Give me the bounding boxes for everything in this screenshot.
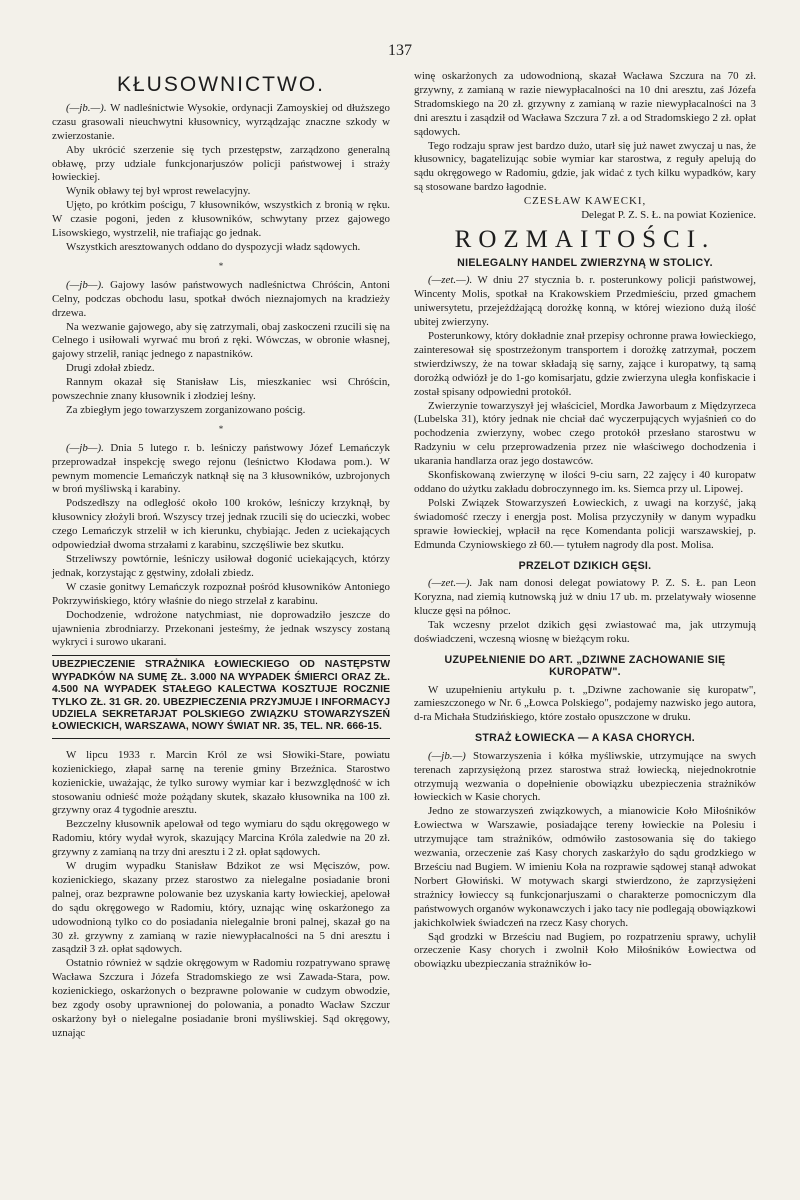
separator-star: * [218,423,224,434]
paragraph: Ostatnio również w sądzie okręgowym w Radomiu rozpatrywano sprawę Wacława Szczura i Józefa Stradomskiego ze wsi Zawada-Stara, pow. kozienickiego, oskarżonych o bezprawne polowanie w cudzym obwodzie, bez zgody osoby uprawnionej do polowania, a ponadto Wacław Szczur oskarżony był o nielegalne posiadanie broni myśliwskiej. Sąd okręgowy, uznając [52,957,390,1039]
subheading: NIELEGALNY HANDEL ZWIERZYNĄ W STOLICY. [457,256,713,269]
paragraph: (—jb.—). W nadleśnictwie Wysokie, ordynacji Zamoyskiej od dłuższego czasu grasowali nieuchwytni kłusownicy, wyrządzając znaczne szkody w zwierzostanie. [52,101,390,142]
paragraph: Tak wczesny przelot dzikich gęsi zwiastować ma, jak utrzymują doświadczeni, wczesną wiosnę w bieżącym roku. [414,618,756,645]
insurance-notice-box: UBEZPIECZENIE STRAŻNIKA ŁOWIECKIEGO OD NASTĘPSTW WYPADKÓW NA SUMĘ ZŁ. 3.000 NA WYPADEK ŚMIERCI ORAZ ZŁ. 4.500 NA WYPADEK STAŁEGO KALECTWA KOSZTUJE ROCZNIE TYLKO ZŁ. 31 GR. 20. UBEZPIECZENIA PRZYJMUJE I INFORMACYJ UDZIELA SEKRETARJAT POLSKIEGO ZWIĄZKU STOWARZYSZEŃ ŁOWIECKICH, WARSZAWA, NOWY ŚWIAT NR. 35, TEL. NR. 666-15. [52,655,390,738]
paragraph: Podszedłszy na odległość około 100 kroków, leśniczy krzyknął, by kłusownicy złożyli broń. Wszyscy trzej jednak rzucili się do ucieczki, wobec czego Lemańczyk strzelił w ich kierunku, chybiając. Jeden z uciekających odpowiedział dwoma strzałami z karabinu, szczęśliwie bez skutku. [52,497,390,552]
section-title-rozmaitosci: ROZMAITOŚCI. [454,225,716,253]
paragraph: Wszystkich aresztowanych oddano do dyspozycji władz sądowych. [66,240,361,253]
paragraph: winę oskarżonych za udowodnioną, skazał Wacława Szczura na 70 zł. grzywny, z zamianą w razie niewypłacalności na 10 dni aresztu, zaś Józefa Stradomskiego na 20 zł. grzywny z zamianą w razie niewypłacalności na 3 dni aresztu i zasądził od Wacława Szczura 7 zł. a od Stradomskiego 2 zł. opłat sądowych. [414,70,756,138]
author-tag: (—jb—). [66,441,104,454]
paragraph: Zwierzynie towarzyszył jej właściciel, Mordka Jaworbaum z Międzyrzeca (Lubelska 31), który jednak nie chciał dać wyczerpujących wyjaśnień co do pochodzenia zwierzyny, wobec czego protokół przesłano starostwu w Radzyniu w celu przeprowadzenia przez nie właściwego dochodzenia i ukarania handlarza oraz jego dostawców. [414,399,756,468]
paragraph: W drugim wypadku Stanisław Bdzikot ze wsi Męciszów, pow. kozienickiego, skazany przez starostwo za nielegalne posiadanie broni palnej, oraz bezprawne polowanie bez uzyskania karty łowieckiej, apelował do sądu okręgowego w Radomiu, który, uznając winę oskarżonego za udowodnioną tylko co do posiadania nielegalnie broni palnej, skazał go na 30 zł. grzywny z zamianą w razie niewypłacalności na 5 dni aresztu i zasądził 3 zł. opłat sądowych. [52,860,390,956]
paragraph: (—zet.—). Jak nam donosi delegat powiatowy P. Z. S. Ł. pan Leon Koryzna, nad ziemią kutnowską już w dniu 17 ub. m. przelatywały wiosenne klucze gęsi na północ. [414,577,756,617]
paragraph: Za zbiegłym jego towarzyszem zorganizowano pościg. [66,403,306,416]
article-title-klusownictwo: KŁUSOWNICTWO. [117,73,325,96]
separator-star: * [218,260,224,271]
author-tag: (—zet.—). [428,274,473,287]
paragraph: Wynik obławy tej był wprost rewelacyjny. [66,185,251,198]
paragraph: Rannym okazał się Stanisław Lis, mieszkaniec wsi Chróścin, powszechnie znany kłusownik i złodziej leśny. [52,376,390,403]
left-column [52,70,390,1041]
subheading: PRZELOT DZIKICH GĘSI. [518,559,652,572]
paragraph: (—jb.—) Stowarzyszenia i kółka myśliwskie, utrzymujące na swych terenach zaprzysiężoną przez starostwa straż łowiecką, niejednokrotnie otrzymują wezwania o dopełnienie obowiązku ubezpieczenia strażników łowieckich w Kasie chorych. [414,749,756,804]
paragraph: Na wezwanie gajowego, aby się zatrzymali, obaj zaskoczeni rzucili się na Celnego i usiłowali wyrwać mu broń z ręki. Wówczas, w obronie własnej, gajowy strzelił, raniąc jednego z napastników. [52,320,390,361]
paragraph: Posterunkowy, który dokładnie znał przepisy ochronne prawa łowieckiego, zainteresował się spostrzeżonym transportem i dorożkę zatrzymał, poczem stwierdziwszy, że na towar składają się sarny, zające i kuropatwy, tą samą dorożką odwiózł je do 1-go komisarjatu, gdzie zwierzyna uległa konfiskacie i został spisany odpowiedni protokół. [414,330,756,398]
author-tag: (—jb.—) [428,749,466,762]
paragraph: W uzupełnieniu artykułu p. t. „Dziwne zachowanie się kuropatw", zamieszczonego w Nr. 6 „Łowca Polskiego", podajemy nazwisko jego autora, d-ra Michała Studzińskiego, które zostało opuszczone w druku. [414,683,756,724]
paragraph: Ujęto, po krótkim pościgu, 7 kłusowników, wszystkich z bronią w ręku. W czasie pogoni, jeden z kłusowników, schwytany przez gajowego Lisowskiego, wystrzelił, nie trafiając go jednak. [52,199,390,240]
author-signature: CZESŁAW KAWECKI, [523,195,647,208]
author-tag: (—jb.—). [66,101,107,114]
paragraph: Drugi zdołał zbiedz. [66,362,155,375]
paragraph: (—zet.—). W dniu 27 stycznia b. r. posterunkowy policji państwowej, Wincenty Molis, spotkał na Krakowskiem Przedmieściu, przed gmachem uniwersytetu, przejeżdżającą dorożkę konną, w której wieziono dużą ilość ubitej zwierzyny. [414,274,756,329]
paragraph: W czasie gonitwy Lemańczyk rozpoznał pośród kłusowników Antoniego Pokrzywińskiego, który właśnie do niego strzelał z karabinu. [52,580,390,607]
paragraph: Dochodzenie, wdrożone natychmiast, nie doprowadziło jeszcze do ujawnienia zbrodniarzy. Przekonani jesteśmy, że jednak wszyscy zostaną wykryci i surowo ukarani. [52,608,390,649]
paragraph: Jedno ze stowarzyszeń związkowych, a mianowicie Koło Miłośników Łowiectwa w Warszawie, posiadające tereny łowieckie na Polesiu i utrzymujące tam strażników, odmówiło zastosowania się do takiego wezwania, orzeczenie zaś Kasy chorych zaskarżyło do sądu grodzkiego w Brześciu nad Bugiem. W imieniu Koła na rozprawie sądowej stanął adwokat Norbert Głowiński. W motywach skargi stwierdzono, że zaprzysiężeni strażnicy łowieccy są funkcjonarjuszami o charakterze pomocniczym dla państwowych organów wykonawczych i jako tacy nie podlegają obowiązkowi jakichkolwiek świadczeń na rzecz Kasy chorych. [414,805,756,929]
paragraph: Tego rodzaju spraw jest bardzo dużo, utarł się już nawet zwyczaj u nas, że kłusownicy, bagatelizując sobie wymiar kar starostwa, z reguły apelują do sądu okręgowego w Radomiu, gdzie, jak widać z tych kilku wypadków, kary są stosowane bardzo łagodnie. [414,139,756,194]
paragraph: Skonfiskowaną zwierzynę w ilości 9-ciu sarn, 22 zajęcy i 40 kuropatw oddano do użytku zakładu dobroczynnego im. ks. Siemca przy ul. Lipowej. [414,469,756,495]
subheading: UZUPEŁNIENIE DO ART. „DZIWNE ZACHOWANIE SIĘ KUROPATW". [444,653,726,679]
author-role: Delegat P. Z. S. Ł. na powiat Kozienice. [581,209,756,222]
paragraph: Bezczelny kłusownik apelował od tego wymiaru do sądu okręgowego w Radomiu, który wydał wyrok, skazujący Marcina Króla zaledwie na 20 zł. grzywny z zamianą na trzy dni aresztu i 2 zł. opłat sądowych. [52,818,390,859]
page-number: 137 [388,42,412,59]
author-tag: (—jb—). [66,278,104,291]
paragraph: Aby ukrócić szerzenie się tych przestępstw, zarządzono generalną obławę, przy udziale funkcjonarjuszów policji państwowej i straży łowieckiej. [52,143,390,184]
right-column [414,70,756,972]
subheading: STRAŻ ŁOWIECKA — A KASA CHORYCH. [474,732,696,745]
author-tag: (—zet.—). [428,577,473,589]
paragraph: (—jb—). Dnia 5 lutego r. b. leśniczy państwowy Józef Lemańczyk przeprowadzał inspekcję swego rejonu (leśnictwo Kłodawa pom.). W pewnym momencie Lemańczyk natknął się na 3 kłusowników, uzbrojonych w broń myśliwską i karabiny. [52,441,390,496]
paragraph: W lipcu 1933 r. Marcin Król ze wsi Słowiki-Stare, powiatu kozienickiego, złapał sarnę na terenie gminy Brzeźnica. Starostwo kozienickie, uważając, że tylko surowy wymiar kar i bezwzględność w ich stosowaniu odnieść może pożądany skutek, skazało kłusownika na 100 zł. grzywny oraz 4 tygodnie aresztu. [52,748,390,817]
paragraph: Sąd grodzki w Brześciu nad Bugiem, po rozpatrzeniu sprawy, uchylił orzeczenie Kasy chorych i zwolnił Koło Miłośników Łowiectwa od obowiązku ubezpieczania strażników ło- [414,930,756,971]
paragraph: (—jb—). Gajowy lasów państwowych nadleśnictwa Chróścin, Antoni Celny, podczas obchodu lasu, spotkał dwóch nieznajomych na kradzieży drzewa. [52,278,390,319]
paragraph: Polski Związek Stowarzyszeń Łowieckich, z uwagi na korzyść, jaką świadomość rzeczy i energja post. Molisa przyczyniły w danym wypadku sprawie łowieckiej, wpłacił na ręce Komendanta policji warszawskiej, p. Edmunda Czyniowskiego zł 60.— tytułem nagrody dla post. Molisa. [414,496,756,551]
paragraph: Strzeliwszy powtórnie, leśniczy usiłował dogonić uciekających, którzy jednak, korzystając z gęstwiny, zdołali zbiedz. [52,553,390,579]
